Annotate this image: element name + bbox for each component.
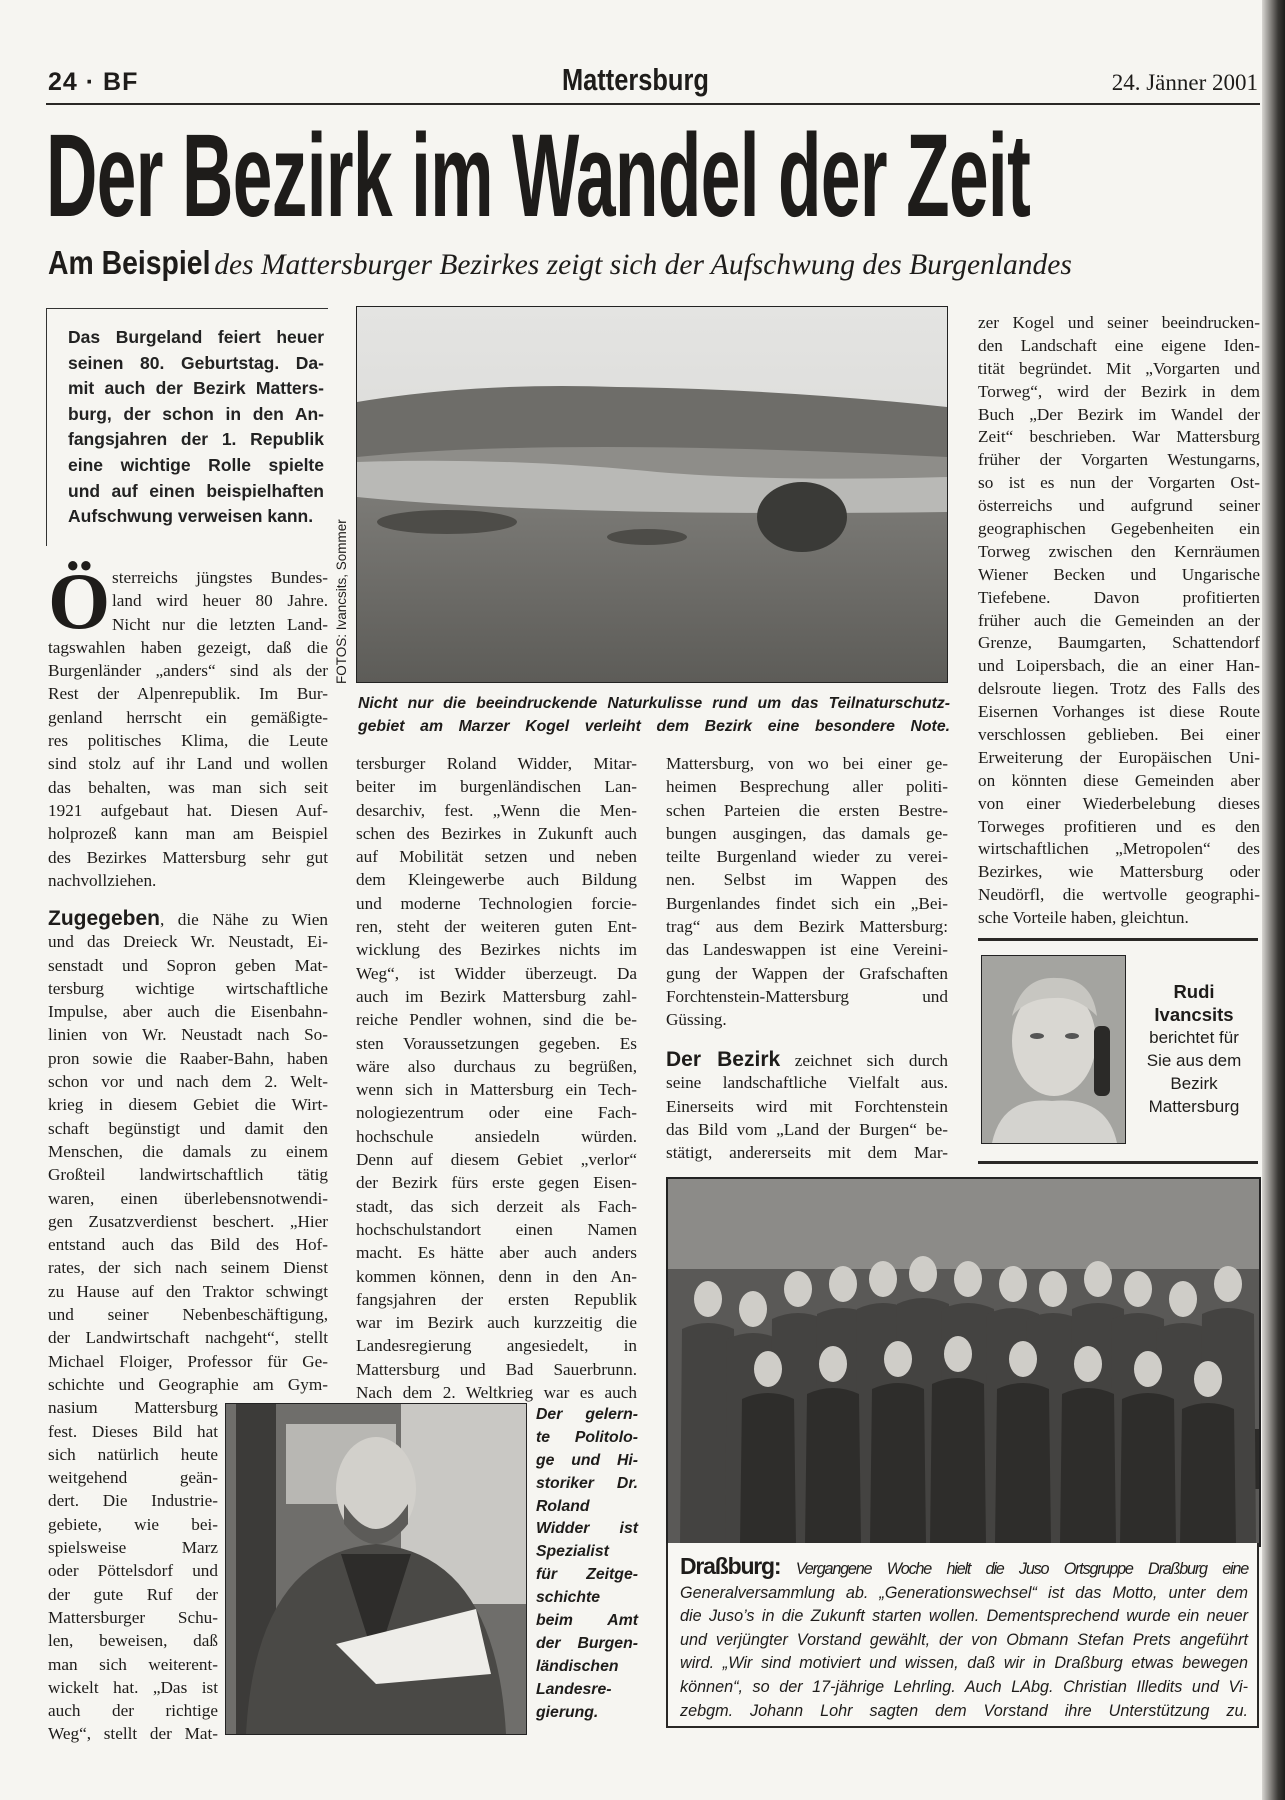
person-head [999,1266,1027,1302]
text-line: bungen ausgingen, das damals ge- [666,823,948,843]
text-line: Burgenländer „anders“ sind als der [48,661,328,681]
text-line: für Zeitge- [536,1566,638,1584]
person-head [1039,1271,1067,1307]
person-head [1074,1346,1102,1382]
text-line: Nach dem 2. Weltkrieg war es auch [356,1383,637,1403]
text-line: Das Burgeland feiert heuer [68,327,324,347]
text-line: sterreichs jüngstes Bundes- [112,568,328,587]
text-line: Torweg zwischen den Kernräumen [978,541,1260,561]
text-line: fangsjahren der 1. Republik [68,429,324,450]
text-line: auch im Bezirk Mattersburg zahl- [356,986,637,1006]
text-line: auch der richtige [48,1701,218,1721]
text-line: stadt, das sich derzeit als Fach- [356,1196,637,1216]
text-line: macht. Es hätte aber auch anders [356,1243,637,1263]
text-line: und moderne Technologien forcie- [356,893,637,913]
page-binding-edge [1262,0,1285,1800]
text-span: zeichnet sich durch [780,1051,948,1070]
text-line: holprozeß kann man am Beispiel [48,824,328,844]
text-line: Weg“, stellt der Mat- [48,1724,218,1744]
text-line: nologiezentrum oder eine Fach- [356,1103,637,1123]
drop-cap: Ö [48,558,111,646]
text-line: Wiener Becken und Ungarische [978,564,1260,584]
text-line [48,907,328,930]
text-line: wird. „Wir sind motiviert und wissen, daß wir in Draßburg etwas bewegen [680,1654,1248,1673]
person-body [1120,1393,1176,1545]
text-line: res politisches Klima, die Leute [48,731,328,751]
text-line: trag“ aus dem Bezirk Mattersburg: [666,917,948,937]
headline: Der Bezirk im Wandel der Zeit [46,110,1031,242]
text-line: tersburger Roland Widder, Mitar- [356,754,637,773]
text-line: nen. Selbst im Wappen des [666,870,948,890]
text-line: Torweges profitieren und es den [978,816,1260,836]
text-line: das Landeswappen ist eine Vereini- [666,940,948,960]
text-line: die Juso’s in die Zukunft starten wollen. Dementsprechend wurde ein neuer [680,1607,1248,1626]
text-line: pron sowie die Raaber-Bahn, haben [48,1048,328,1068]
text-line: wickelt hat. „Das ist [48,1677,218,1697]
text-line: gierung. [536,1703,599,1721]
article-paragraph-1 [48,558,328,892]
text-line: ländischen [536,1657,619,1675]
text-line: land wird heuer 80 Jahre. [112,591,328,611]
text-line: Nicht nur die beeindruckende Naturkulisse rund um das Teilnaturschutz- [358,695,950,712]
person-head [869,1261,897,1297]
text-line: 1921 aufgebaut hat. Diesen Auf- [48,800,328,820]
person-head [819,1346,847,1382]
text-line: ge und Hi- [536,1451,638,1469]
person-head [829,1266,857,1302]
text-line: Aufschwung verweisen kann. [68,506,314,527]
text-line: seinen 80. Geburtstag. Da- [68,352,324,373]
paragraph-lead: Zugegeben [48,907,161,930]
text-line: delsroute liegen. Trotz des Falls des [978,679,1260,699]
person-head [1084,1261,1112,1297]
text-line: und das Dreieck Wr. Neustadt, Ei- [48,932,328,952]
text-line: Widder ist [536,1520,638,1538]
text-line: storiker Dr. [536,1474,638,1492]
text-line: linien von Wr. Neustadt nach So- [48,1025,328,1045]
person-body [1060,1388,1116,1545]
text-line: schichte und Geographie am Gym- [48,1374,328,1394]
text-line: Roland [536,1497,590,1515]
text-line: Landesre- [536,1680,612,1698]
text-line: des Bezirkes Mattersburg sehr gut [48,847,328,867]
text-line: berichtet für [1149,1028,1239,1047]
text-line: tität begründet. Mit „Vorgarten und [978,358,1260,378]
person-head [739,1291,767,1327]
text-line: Mattersburg, von wo bei einer ge- [666,754,948,773]
person-body [740,1393,796,1545]
text-line: wenn sich in Mattersburg ein Tech- [356,1080,637,1100]
text-line: Menschen, die damals zu einem [48,1141,328,1161]
text-line: Nicht nur die letzten Land- [112,614,328,634]
text-line: fest. Dieses Bild hat [48,1421,218,1441]
text-line: verschlossen geblieben. Bei einer [978,725,1260,745]
person-body [805,1388,861,1545]
text-line: der Bezirk fürs erste gegen Eisen- [356,1173,637,1193]
text-line: kommen können, denn in den An- [356,1266,637,1286]
text-line [680,1555,1248,1582]
person-head [1124,1271,1152,1307]
subheadline-rest: des Mattersburger Bezirkes zeigt sich der Aufschwung des Burgenlandes [206,249,1072,281]
person-body [870,1383,926,1545]
text-line: Mattersburg [1148,1097,1240,1116]
person-head [884,1341,912,1377]
caption-lines [680,1582,1248,1724]
text-line: Impulse, aber auch die Eisenbahn- [48,1002,328,1022]
person-head [784,1271,812,1307]
text-line: Weg“, ist Widder überzeugt. Da [356,963,637,983]
text-line: dem Kleingewerbe auch Bildung [356,870,637,890]
text-line: fangsjahren der ersten Republik [356,1289,637,1309]
text-span: , die Nähe zu Wien [160,910,328,929]
text-line: und Loipersbach, die an einer Han- [978,656,1260,676]
text-line: schaft begünstigt und damit den [48,1118,328,1138]
text-line: der Burgen- [536,1634,638,1652]
text-line: reiche Pendler wohnen, sind die be- [356,1010,637,1030]
text-line: Landesregierung angesiedelt, in [356,1336,637,1356]
text-line: das Bild vom „Land der Burgen“ be- [666,1119,948,1139]
text-line: entstand auch das Bild des Hof- [48,1235,328,1255]
person-head [1169,1281,1197,1317]
text-line: und verjüngter Vorstand gewählt, der von Obmann Stefan Prets angeführt [680,1630,1248,1649]
text-line: so ist es nun der Vorgarten Ost- [978,473,1260,493]
text-line: beim Amt [536,1612,638,1630]
text-line: und auf einen beispielhaften [68,480,324,501]
subheadline-lead: Am Beispiel [48,244,211,281]
paragraph-lines-narrow [48,1396,218,1745]
text-line: das behalten, was man sich seit [48,777,328,797]
text-line: Güssing. [666,1010,727,1030]
intro-box [46,308,328,546]
article-paragraph-3 [666,1048,948,1164]
text-line: tersburg wichtige wirtschaftliche [48,978,328,998]
text-line: zu Hause auf den Traktor schwingt [48,1281,328,1301]
text-line: senstadt und Sopron geben Mat- [48,955,328,975]
group-photo-caption [666,1543,1259,1728]
text-line: schichte [536,1589,601,1607]
author-box-lines [1128,1026,1260,1118]
landscape-caption [358,692,950,738]
text-line: Denn auf diesem Gebiet „verlor“ [356,1150,637,1170]
person-body [1180,1403,1236,1545]
text-line: wicklung des Bezirkes nichts im [356,940,637,960]
paragraph-lines [48,636,328,892]
section-title: Mattersburg [562,62,709,97]
text-line: Buch „Der Bezirk im Wandel der [978,404,1260,424]
person-head [1134,1351,1162,1387]
text-line: Mattersburger Schu- [48,1607,218,1627]
text-line: ren, steht der weiteren guten Ent- [356,917,637,937]
photo-credit: FOTOS: Ivancsits, Sommer [334,519,349,684]
caption-lead: Draßburg: [680,1553,781,1579]
text-span: Vergangene Woche hielt die Juso Ortsgruppe Draßburg eine [780,1560,1248,1578]
text-line: gebiete, wie bei- [48,1514,218,1534]
text-line: zer Kogel und seiner beeindrucken- [978,313,1260,332]
text-line: Neudörfl, die wertvolle geographi- [978,885,1260,905]
text-line: waren, einen überlebensnotwendi- [48,1188,328,1208]
text-line: österreichs und aufgrund seiner [978,496,1260,516]
paragraph-lines [666,1071,948,1164]
text-line: tagswahlen haben gezeigt, daß die [48,637,328,657]
paragraph-lead: Der Bezirk [666,1048,781,1071]
person-head [1194,1361,1222,1397]
person-head [909,1256,937,1292]
text-line: zebgm. Johann Lohr sagten dem Vorstand ihre Unterstützung zu. [680,1701,1248,1720]
text-line: gebiet am Marzer Kogel verleiht dem Bezirk eine besondere Note. [358,718,950,735]
text-line: nasium Mattersburg [48,1398,218,1418]
article-column-4 [978,312,1260,930]
text-line: war im Bezirk auch kurzzeitig die [356,1313,637,1333]
person-head [694,1281,722,1317]
text-line: gen Zusatzverdienst beschert. „Hier [48,1211,328,1231]
text-line: den Landschaft eine eigene Iden- [978,335,1260,355]
text-line: schen des Bezirkes in Zukunft auch [356,823,637,843]
text-line: nachvollziehen. [48,870,157,890]
author-box-text [1128,980,1260,1118]
text-line: Bezirkes, wie Mattersburg oder [978,862,1260,882]
text-line: früher auch die Gemeinden an der [978,610,1260,630]
author-last-name: Ivancsits [1154,1004,1234,1025]
text-line: geographischen Gegebenheiten ein [978,519,1260,539]
text-line: te Politolo- [536,1428,638,1446]
author-box-top-rule [978,938,1258,941]
text-line: sind stolz auf ihr Land und wollen [48,754,328,774]
person-body [930,1378,986,1545]
text-line: on könnten diese Gemeinden aber [978,770,1260,790]
author-portrait-photo [981,955,1126,1144]
author-box-bottom-rule [978,1161,1258,1164]
text-line: spielsweise Marz [48,1538,218,1558]
text-line: beiter im burgenländischen Lan- [356,777,637,797]
text-line: Der gelern- [536,1406,638,1423]
text-line: Erweiterung der Europäischen Uni- [978,747,1260,767]
text-line: rates, der sich nach seinem Dienst [48,1258,328,1278]
text-line: Burgenlandes findet sich ein „Bei- [666,893,948,913]
text-line: der Landwirtschaft nachgeht“, stellt [48,1328,328,1348]
text-line: auf Mobilität setzen und neben [356,847,637,867]
text-line: früher der Vorgarten Westungarns, [978,450,1260,470]
text-line: Torweg“, wird der Bezirk in dem [978,381,1260,401]
article-column-3 [666,752,948,1032]
group-caption-text [680,1555,1248,1723]
text-line: mit auch der Bezirk Matters- [68,378,324,399]
text-line: stätigt, andererseits mit dem Mar- [666,1143,948,1163]
text-line: Großteil landwirtschaftlich tätig [48,1165,328,1185]
text-line: eine wichtige Rolle spielte [68,454,324,475]
text-line: wäre also durchaus zu begrüßen, [356,1056,637,1076]
text-line: Bezirk [1170,1074,1218,1093]
text-line: Grenze, Baumgarten, Schattendorf [978,633,1260,653]
paragraph-lines [48,930,328,1396]
issue-date: 24. Jänner 2001 [1111,70,1258,95]
person-head [1009,1341,1037,1377]
text-line: Eisernen Vorhanges ist diese Route [978,702,1260,722]
text-line: krieg in diesem Gebiet die Wirt- [48,1095,328,1115]
text-line [666,1048,948,1071]
text-line: von einer Wiederbelebung dieses [978,793,1260,813]
person-head [1214,1266,1242,1302]
text-line: Generalversammlung ab. „Generationswechsel“ ist das Motto, unter dem [680,1583,1248,1602]
text-line: Tiefebene. Davon profitierten [978,587,1260,607]
author-first-name: Rudi [1173,981,1215,1002]
text-line: sche Vorteile haben, gleichtun. [978,908,1189,928]
group-photo [666,1177,1261,1547]
text-line: Zeit“ beschrieben. War Mattersburg [978,427,1260,447]
text-line: Mattersburg und Bad Sauerbrunn. [356,1359,637,1379]
text-line: Sie aus dem [1146,1051,1242,1070]
text-line: dert. Die Industrie- [48,1491,218,1511]
text-line: Einerseits wird mit Forchtenstein [666,1096,948,1116]
text-line: desarchiv, fest. „Wenn die Men- [356,800,637,820]
text-line: wirtschaftlichen „Metropolen“ des [978,839,1260,859]
text-line: Spezialist [536,1543,609,1561]
widder-portrait-photo [225,1403,527,1735]
person-head [944,1336,972,1372]
text-line: gung der Wappen der Grafschaften [666,963,948,983]
text-line: man sich weiterent- [48,1654,218,1674]
landscape-photo [356,306,948,683]
text-line: hochschulstandort einen Namen [356,1219,637,1239]
text-line: heimen Besprechung aller politi- [666,777,948,797]
text-line: der gute Ruf der [48,1584,218,1604]
widder-photo-caption [536,1404,638,1724]
text-line: Rest der Alpenrepublik. Im Bur- [48,684,328,704]
text-line: teilte Burgenland wieder zu verei- [666,847,948,867]
text-line: sich natürlich heute [48,1444,218,1464]
text-line: können“, so der 17-jährige Lehrling. Auch LAbg. Christian Illedits und Vi- [680,1677,1248,1696]
text-line: Forchtenstein-Mattersburg und [666,986,948,1006]
intro-text [68,325,324,530]
text-line: genland herrscht ein gemäßigte- [48,707,328,727]
person-head [754,1351,782,1387]
person-head [954,1261,982,1297]
text-line: schen Parteien die ersten Bestre- [666,800,948,820]
article-column-2 [356,752,637,1404]
page-number: 24 · BF [48,68,139,96]
text-line: und seiner Nebenbeschäftigung, [48,1305,328,1325]
text-line: hochschule ansiedeln würden. [356,1126,637,1146]
text-line: Michael Floiger, Professor für Ge- [48,1351,328,1371]
text-line: seine landschaftliche Vielfalt aus. [666,1073,948,1093]
text-line: len, beweisen, daß [48,1631,218,1651]
header-rule [46,103,1260,105]
person-body [995,1383,1051,1545]
subheadline [48,244,1072,282]
text-line: burg, der schon in den An- [68,403,324,424]
text-line: schon vor und nach dem 2. Welt- [48,1072,328,1092]
text-line: weitgehend geän- [48,1468,218,1488]
text-line: oder Pöttelsdorf und [48,1561,218,1581]
text-line: sten Voraussetzungen gegeben. Es [356,1033,637,1053]
